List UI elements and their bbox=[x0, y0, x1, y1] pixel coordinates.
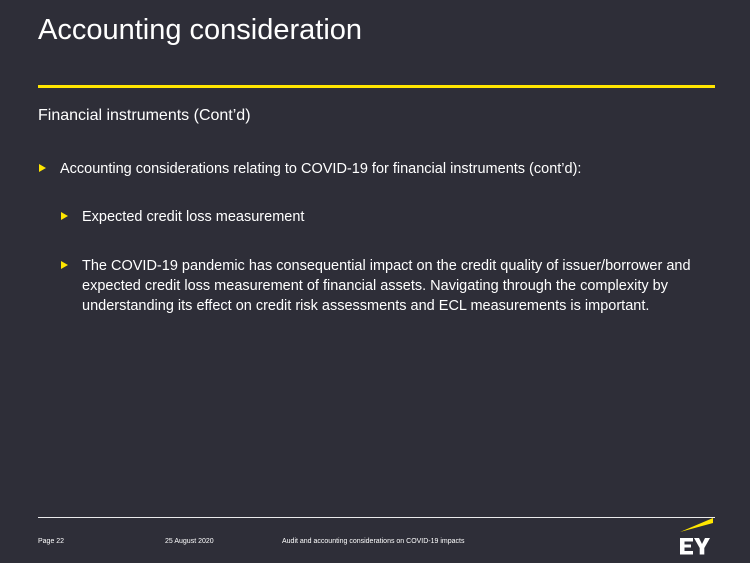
sub-bullet-text: Expected credit loss measurement bbox=[82, 209, 305, 225]
sub-bullet-item bbox=[61, 256, 721, 316]
footer-page-number: Page 22 bbox=[38, 538, 65, 545]
bullet-arrow-icon bbox=[61, 212, 68, 220]
footer-date: 25 August 2020 bbox=[165, 538, 214, 545]
slide-subtitle: Financial instruments (Cont’d) bbox=[38, 107, 251, 124]
sub-bullet-item bbox=[61, 207, 304, 227]
bullet-arrow-icon bbox=[39, 164, 46, 172]
ey-logo-icon bbox=[677, 518, 715, 556]
page-title: Accounting consideration bbox=[38, 14, 363, 46]
sub-bullet-text: The COVID-19 pandemic has consequential impact on the credit quality of issuer/borrower and expected credit loss measurement of financial assets. Navigating through the complexity by understanding its effect on credit risk assessments and ECL measurements is important. bbox=[82, 258, 691, 314]
title-divider bbox=[38, 85, 715, 88]
bullet-item bbox=[39, 159, 581, 179]
footer-description: Audit and accounting considerations on COVID-19 impacts bbox=[282, 538, 465, 545]
bullet-text: Accounting considerations relating to COVID-19 for financial instruments (cont’d): bbox=[60, 161, 582, 177]
footer-divider bbox=[38, 517, 715, 518]
bullet-arrow-icon bbox=[61, 261, 68, 269]
